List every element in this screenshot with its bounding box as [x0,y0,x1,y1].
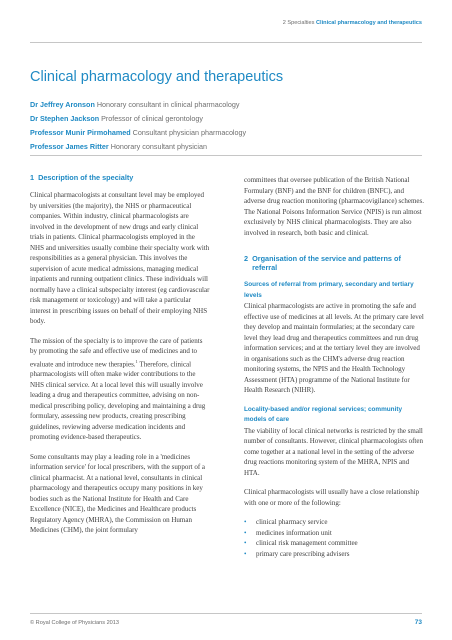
running-header-title: Clinical pharmacology and therapeutics [316,20,422,26]
author-row [30,140,246,154]
subsection-referral-heading: Sources of referral from primary, secondary and tertiary levels [244,281,414,299]
author-role: Honorary consultant in clinical pharmacology [96,100,240,109]
paragraph-2-start: The mission of the specialty is to improve the care of patients by promoting the safe and effective use of medicines and to evaluate and introduce new therapies. [30,336,203,368]
author-name: Dr Jeffrey Aronson [30,100,95,109]
subsection-locality-text-2: Clinical pharmacologists will usually have a close relationship with one or more of the following: [244,488,420,507]
footer-divider [30,613,422,614]
author-name: Dr Stephen Jackson [30,114,100,123]
paragraph-2-end: Therefore, clinical pharmacologists will often make wider contributions to the NHS clinical service. At a local level this will usually involve leading a drug and therapeutics committee, advising on non-medical prescribing policy, developing and maintaining a drug formulary, assessing new products, creating prescribing guidelines, reviewing adverse medication incidents and promoting evidence-based therapeutics. [30,359,206,442]
section-1-paragraph-1: Clinical pharmacologists at consultant level may be employed by universities (the majority), the NHS or pharmaceutical companies. Within industry, clinical pharmacologists are involved in the development of new drugs and early clinical trials in patients. Clinical pharmacologists employed in the NHS and universities usually combine their specialty work with responsibilities as a general physician. This involves the supervision of acute medical admissions, managing medical inpatients and running outpatient clinics. These individuals will normally have a clinical subspecialty interest (eg cardiovascular risk management or toxicology) and will take a particular interest in prescribing issues on behalf of their employing NHS body. [30,191,210,325]
section-1-number: 1 [30,173,35,182]
section-1-title: Description of the specialty [38,173,134,182]
list-item: • clinical risk management committee [244,538,426,549]
author-list [30,98,246,154]
author-name: Professor James Ritter [30,142,109,151]
author-role: Consultant physician pharmacology [132,128,247,137]
section-1-heading [30,173,210,182]
running-header-prefix: 2 Specialties [282,20,315,26]
authors-divider [30,155,422,156]
subsection-locality-heading: Locality-based and/or regional services; community models of care [244,405,403,423]
list-item: • primary care prescribing advisers [244,549,426,560]
page-title: Clinical pharmacology and therapeutics [30,69,284,85]
running-header [283,20,422,26]
author-role: Professor of clinical gerontology [101,114,203,123]
reference-marker: 1 [135,358,138,364]
section-2-number: 2 [244,254,249,263]
subsection-locality-text: The viability of local clinical networks is restricted by the small number of consultants. However, clinical pharmacologists often come together at a national level in the setting of the adverse drug reactions monitoring system of the MHRA, NPIS and HTA. [244,426,423,477]
author-row [30,112,246,126]
header-divider [30,42,422,43]
section-2-heading [244,254,426,272]
list-item: • medicines information unit [244,528,426,539]
copyright-notice: © Royal College of Physicians 2013 [30,620,120,626]
relationship-list [244,517,426,559]
section-1-paragraph-3: Some consultants may play a leading role in a 'medicines information service' for local prescribers, with the support of a clinical pharmacist. At a national level, consultants in clinical pharmacology and therapeutics occupy many positions in key bodies such as the National Institute for Health and Care Excellence (NICE), the Medicines and Healthcare products Regulatory Agency (MHRA), the Commission on Human Medicines (CHM), the joint formulary [30,452,206,535]
right-column [244,175,426,559]
subsection-referral-text: Clinical pharmacologists are active in promoting the safe and effective use of medicines at all levels. At the primary care level they develop and maintain formularies; at the secondary care level they lead drug and therapeutics committees and run drug information services; and at the tertiary level they are involved in organisations such as the CHM's adverse drug reaction monitoring systems, the NPIS and the Health Technology Assessment (HTA) programme of the National Institute for Health Research (NIHR). [244,302,424,394]
section-2-title: Organisation of the service and patterns of referral [252,254,401,272]
author-name: Professor Munir Pirmohamed [30,128,131,137]
list-item: • clinical pharmacy service [244,517,426,528]
section-1-paragraph-3-continued: committees that oversee publication of the British National Formulary (BNF) and the BNF for children (BNFC), and adverse drug reaction monitoring (pharmacovigilance) schemes. The National Poisons Information Service (NPIS) is run almost exclusively by NHS clinical pharmacologists. They are also involved in research, both basic and clinical. [244,176,424,237]
author-row [30,126,246,140]
author-row [30,98,246,112]
author-role: Honorary consultant physician [110,142,207,151]
page-number: 73 [414,619,422,626]
left-column [30,173,210,545]
section-1-paragraph-2 [30,336,210,443]
